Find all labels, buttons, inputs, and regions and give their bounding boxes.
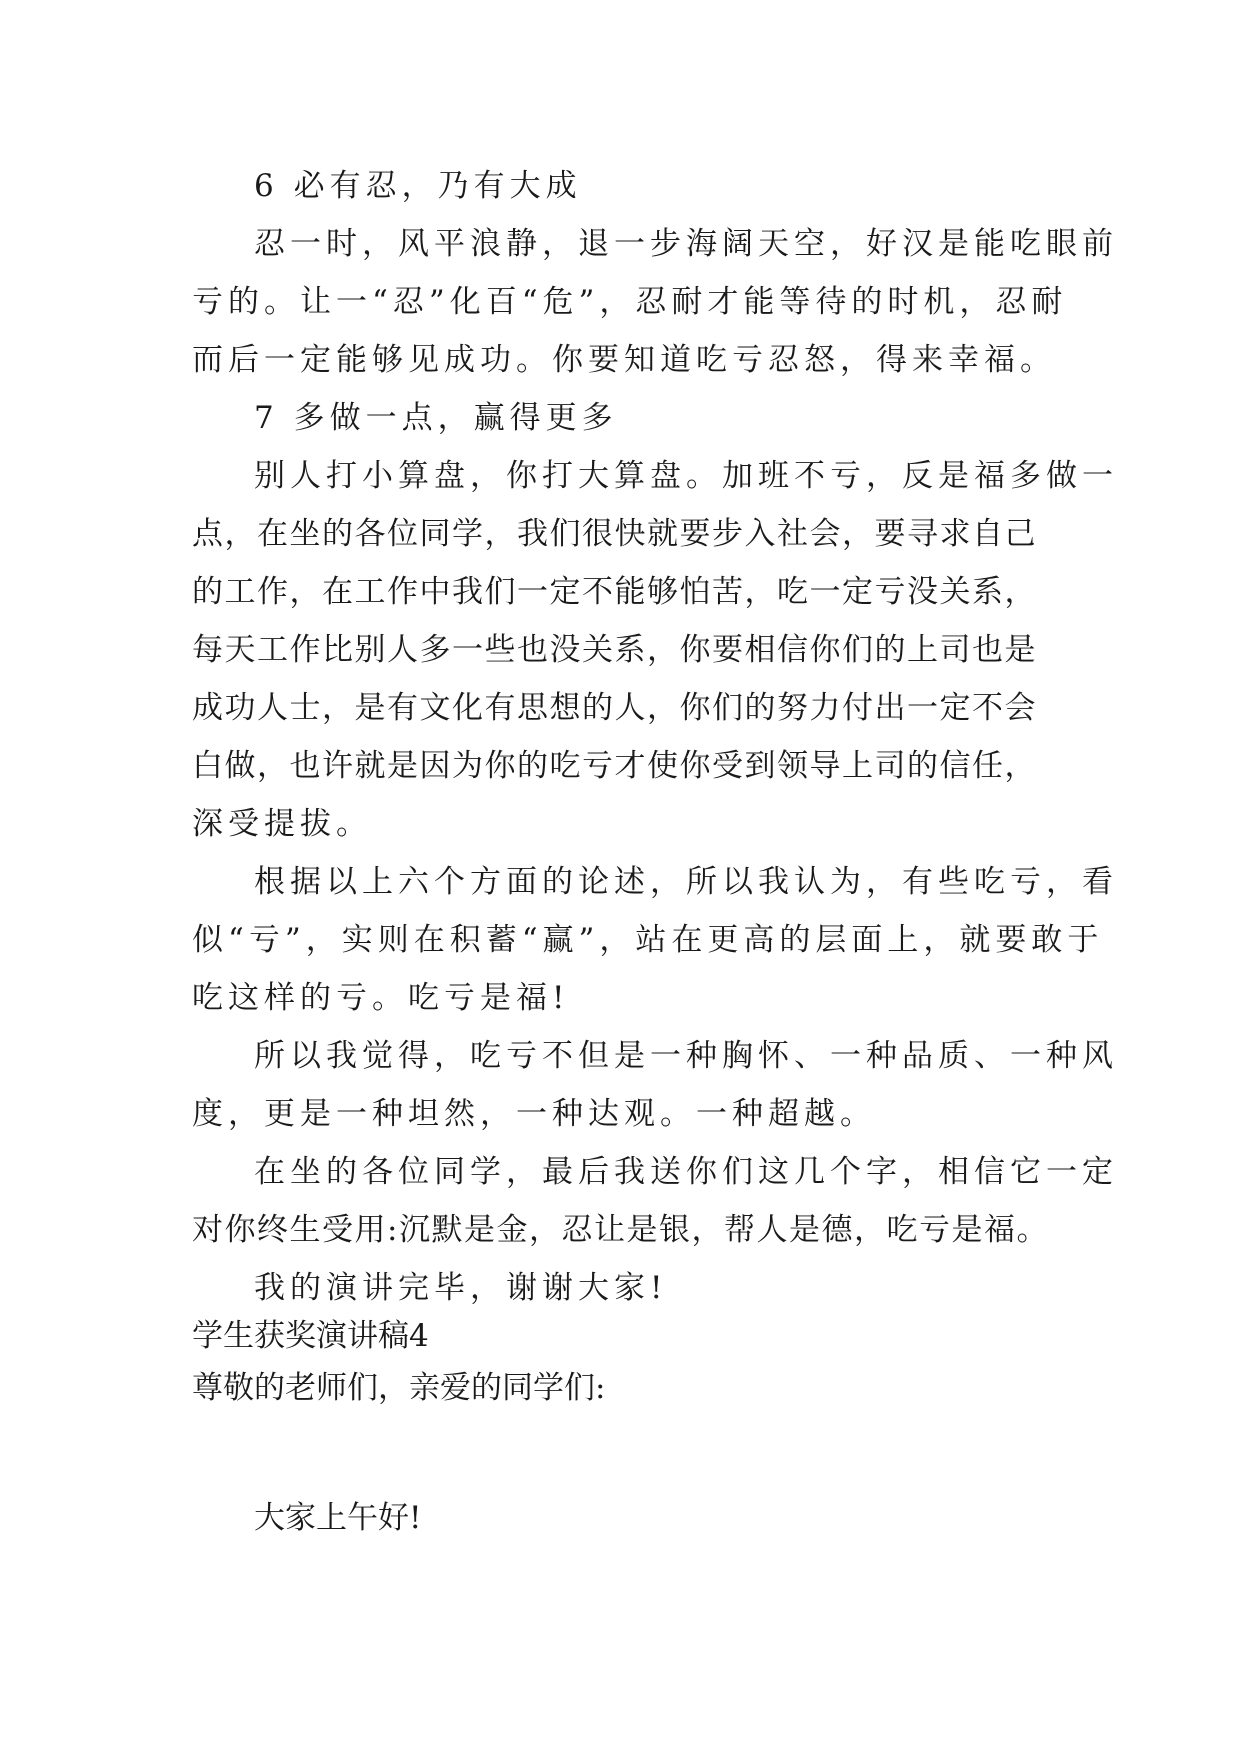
closing-line: 我的演讲完毕，谢谢大家! [254, 1270, 668, 1306]
paragraph-line: 根据以上六个方面的论述，所以我认为，有些吃亏，看 [254, 864, 1118, 900]
paragraph-line: 成功人士，是有文化有思想的人，你们的努力付出一定不会 [192, 690, 1037, 726]
paragraph-line: 别人打小算盘，你打大算盘。加班不亏，反是福多做一 [254, 458, 1118, 494]
paragraph-line: 似“亏”，实则在积蓄“赢”，站在更高的层面上，就要敢于 [192, 922, 1104, 958]
paragraph-line: 而后一定能够见成功。你要知道吃亏忍怒，得来幸福。 [192, 342, 1056, 378]
paragraph-line: 亏的。让一“忍”化百“危”，忍耐才能等待的时机，忍耐 [192, 284, 1068, 320]
paragraph-line: 的工作，在工作中我们一定不能够怕苦，吃一定亏没关系， [192, 574, 1037, 610]
paragraph-line: 深受提拔。 [192, 806, 372, 842]
paragraph-line: 在坐的各位同学，最后我送你们这几个字，相信它一定 [254, 1154, 1118, 1190]
paragraph-line: 所以我觉得，吃亏不但是一种胸怀、一种品质、一种风 [254, 1038, 1118, 1074]
speech-title: 学生获奖演讲稿4 [192, 1318, 429, 1354]
section-heading-6: 6 必有忍，乃有大成 [254, 168, 582, 204]
paragraph-line: 每天工作比别人多一些也没关系，你要相信你们的上司也是 [192, 632, 1037, 668]
paragraph-line: 度，更是一种坦然，一种达观。一种超越。 [192, 1096, 876, 1132]
greeting: 大家上午好! [254, 1500, 422, 1536]
paragraph-line: 吃这样的亏。吃亏是福! [192, 980, 570, 1016]
paragraph-line: 忍一时，风平浪静，退一步海阔天空，好汉是能吃眼前 [254, 226, 1118, 262]
paragraph-line: 白做，也许就是因为你的吃亏才使你受到领导上司的信任， [192, 748, 1037, 784]
section-heading-7: 7 多做一点，赢得更多 [254, 400, 618, 436]
paragraph-line: 点，在坐的各位同学，我们很快就要步入社会，要寻求自己 [192, 516, 1037, 552]
salutation: 尊敬的老师们，亲爱的同学们: [192, 1370, 606, 1406]
paragraph-line: 对你终生受用:沉默是金，忍让是银，帮人是德，吃亏是福。 [192, 1212, 1049, 1248]
